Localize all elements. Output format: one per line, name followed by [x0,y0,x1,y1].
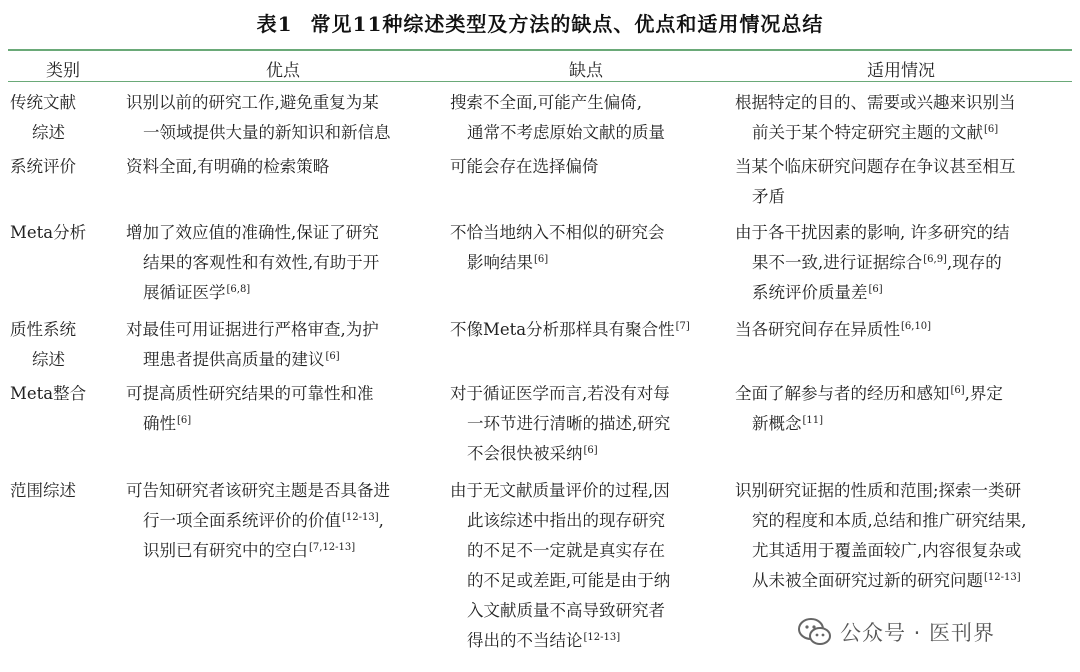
watermark [792,612,1001,652]
cell-line [450,409,670,439]
cell-line [450,506,670,536]
cell-line [10,315,76,345]
cell-line [126,248,379,278]
cell-line [735,182,1016,212]
cell-line [450,218,665,248]
cell-text: 根据特定的目的、需要或兴趣来识别当 [735,93,1016,112]
cell-applicability-0 [735,88,1016,148]
cell-line [450,118,665,148]
cell-line [126,315,379,345]
cell-text: 质性系统 [10,320,76,339]
cell-applicability-2 [735,218,1010,308]
cell-line [10,88,76,118]
cell-text: 当各研究间存在异质性 [735,320,900,339]
cell-text: 搜索不全面,可能产生偏倚, [450,93,642,112]
cell-text: 确性 [143,414,176,433]
cell-category-5 [10,476,76,506]
cell-text: 结果的客观性和有效性,有助于开 [143,253,380,272]
cell-category-3 [10,315,76,375]
cell-text: 综述 [32,350,65,369]
cell-line [735,315,931,345]
cell-line [126,476,390,506]
cell-text: Meta整合 [10,384,87,403]
cell-applicability-5 [735,476,1027,596]
cell-text: 从未被全面研究过新的研究问题 [752,571,983,590]
cell-disadvantages-2 [450,218,665,278]
cell-line [450,626,670,656]
cell-line [126,409,374,439]
cell-category-4 [10,379,86,409]
cell-text: 果不一致,进行证据综合 [752,253,923,272]
cell-line [450,248,665,278]
cell-text: 的不足不一定就是真实存在 [467,541,665,560]
cell-text: 前关于某个特定研究主题的文献 [752,123,983,142]
citation-ref: [12-13] [583,632,621,643]
cell-text: 系统评价 [10,157,76,176]
cell-line [10,476,76,506]
cell-text: 得出的不当结论 [467,631,583,650]
cell-line [735,476,1027,506]
citation-ref: [6] [325,351,340,362]
cell-text: 此该综述中指出的现存研究 [467,511,665,530]
cell-text: 尤其适用于覆盖面较广,内容很复杂或 [752,541,1022,560]
cell-advantages-3 [126,315,379,375]
header-rule [8,81,1072,82]
cell-line [10,379,86,409]
cell-line [735,566,1027,596]
cell-text: 识别研究证据的性质和范围;探索一类研 [735,481,1022,500]
cell-line [450,315,690,345]
cell-line [126,345,379,375]
cell-text: 可能会存在选择偏倚 [450,157,599,176]
cell-line [10,152,76,182]
cell-text: 由于各干扰因素的影响, 许多研究的结 [735,223,1010,242]
cell-line [126,152,329,182]
cell-disadvantages-4 [450,379,670,469]
cell-line [126,88,391,118]
cell-text: 展循证医学 [143,283,226,302]
cell-text: 不像Meta分析那样具有聚合性 [450,320,675,339]
cell-line [10,345,76,375]
cell-category-2 [10,218,86,248]
cell-applicability-3 [735,315,931,345]
citation-ref: [6] [950,385,965,396]
cell-applicability-1 [735,152,1016,212]
cell-category-1 [10,152,76,182]
cell-text: 入文献质量不高导致研究者 [467,601,665,620]
header-category: 类别 [46,61,80,81]
cell-disadvantages-3 [450,315,690,345]
cell-line [735,152,1016,182]
citation-ref: [6] [583,445,598,456]
cell-line [450,88,665,118]
cell-advantages-1 [126,152,329,182]
table-title [0,8,1080,37]
cell-text: 对于循证医学而言,若没有对每 [450,384,670,403]
cell-text: 可告知研究者该研究主题是否具备进 [126,481,390,500]
cell-line [735,506,1027,536]
cell-applicability-4 [735,379,1003,439]
cell-advantages-2 [126,218,379,308]
cell-line [450,439,670,469]
cell-text: 不恰当地纳入不相似的研究会 [450,223,665,242]
cell-line [10,118,76,148]
cell-text: 一领域提供大量的新知识和新信息 [143,123,391,142]
cell-disadvantages-5 [450,476,670,656]
cell-text: 通常不考虑原始文献的质量 [467,123,665,142]
cell-line [735,118,1016,148]
cell-text-tail: ,界定 [964,384,1003,403]
cell-text: 究的程度和本质,总结和推广研究结果, [752,511,1027,530]
citation-ref: [6] [984,124,999,135]
cell-line [735,409,1003,439]
cell-line [126,506,390,536]
cell-text: 全面了解参与者的经历和感知 [735,384,950,403]
citation-ref: [6] [177,415,192,426]
cell-text: 综述 [32,123,65,142]
cell-line [126,379,374,409]
cell-text: 当某个临床研究问题存在争议甚至相互 [735,157,1016,176]
cell-line [10,218,86,248]
cell-line [735,278,1010,308]
cell-advantages-5 [126,476,390,566]
citation-ref: [7] [675,321,690,332]
cell-advantages-0 [126,88,391,148]
citation-ref: [6,10] [901,321,932,332]
cell-category-0 [10,88,76,148]
cell-text: 范围综述 [10,481,76,500]
cell-text: 不会很快被采纳 [467,444,583,463]
cell-text: 矛盾 [752,187,785,206]
cell-disadvantages-1 [450,152,599,182]
cell-line [450,596,670,626]
cell-disadvantages-0 [450,88,665,148]
table-label: 表1 [256,12,293,36]
watermark-text: 公众号 · 医刊界 [840,621,996,645]
citation-ref: [6,8] [226,284,251,295]
cell-text: 增加了效应值的准确性,保证了研究 [126,223,379,242]
cell-line [450,536,670,566]
cell-line [735,88,1016,118]
cell-line [735,379,1003,409]
cell-text-tail: , [378,511,384,530]
cell-line [450,152,599,182]
citation-ref: [6,9] [923,254,947,265]
cell-line [126,118,391,148]
cell-text: 的不足或差距,可能是由于纳 [467,571,671,590]
cell-line [126,218,379,248]
cell-text: 传统文献 [10,93,76,112]
cell-line [126,278,379,308]
cell-text: Meta分析 [10,223,87,242]
cell-text: 由于无文献质量评价的过程,因 [450,481,670,500]
cell-text: 行一项全面系统评价的价值 [143,511,341,530]
cell-text: 影响结果 [467,253,533,272]
cell-line [450,566,670,596]
cell-text: 资料全面,有明确的检索策略 [126,157,330,176]
citation-ref: [6] [868,284,883,295]
cell-advantages-4 [126,379,374,439]
cell-line [126,536,390,566]
cell-line [735,536,1027,566]
cell-text: 对最佳可用证据进行严格审查,为护 [126,320,379,339]
table-caption: 常见11种综述类型及方法的缺点、优点和适用情况总结 [310,12,824,36]
cell-line [450,476,670,506]
cell-text: 新概念 [752,414,802,433]
citation-ref: [12-13] [342,512,379,523]
wechat-icon [798,617,832,647]
cell-text: 一环节进行清晰的描述,研究 [467,414,671,433]
cell-text: 识别以前的研究工作,避免重复为某 [126,93,379,112]
citation-ref: [11] [802,415,824,426]
cell-line [735,248,1010,278]
header-advantages: 优点 [266,61,300,81]
cell-text: 系统评价质量差 [752,283,868,302]
citation-ref: [6] [534,254,549,265]
citation-ref: [12-13] [984,572,1021,583]
cell-text: 可提高质性研究结果的可靠性和准 [126,384,374,403]
cell-text-tail: ,现存的 [946,253,1002,272]
cell-line [735,218,1010,248]
header-applicability: 适用情况 [867,61,935,81]
cell-line [450,379,670,409]
header-disadvantages: 缺点 [569,61,603,81]
cell-text: 理患者提供高质量的建议 [143,350,325,369]
top-rule [8,49,1072,51]
cell-text: 识别已有研究中的空白 [143,541,308,560]
citation-ref: [7,12-13] [309,542,356,553]
